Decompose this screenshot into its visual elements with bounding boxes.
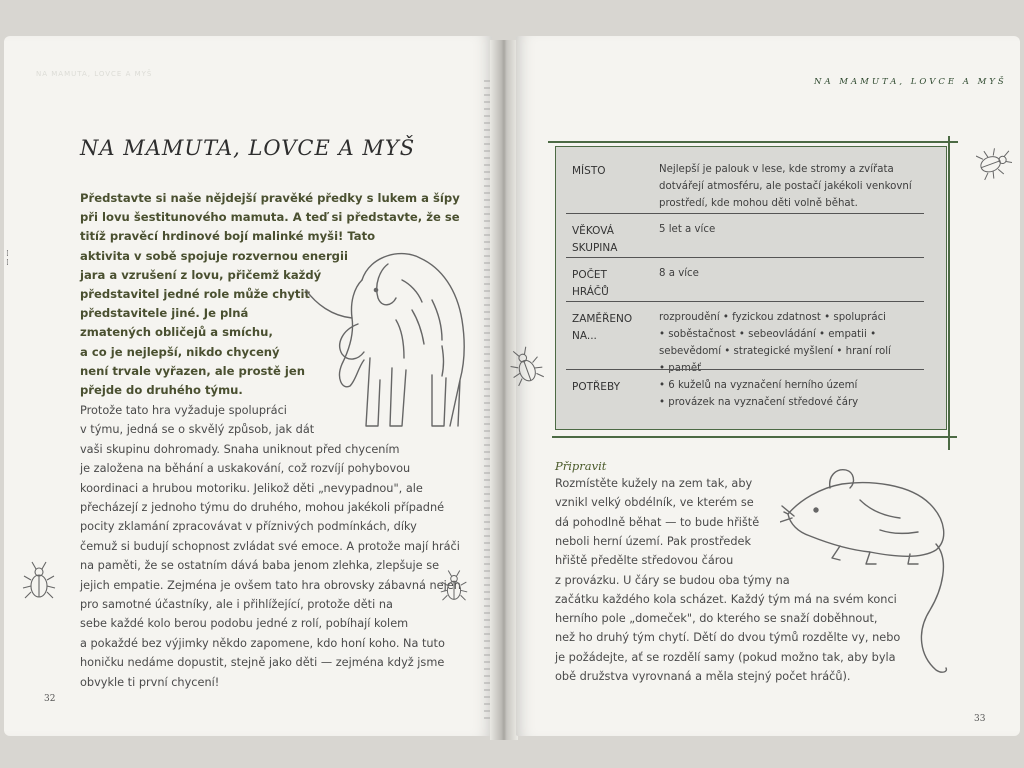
- table-row-value: prostředí, kde mohou děti volně běhat.: [659, 198, 858, 209]
- mammoth-illustration: [292, 240, 482, 440]
- body-line: herního pole „domeček", do kterého se snaží doběhnout,: [555, 612, 878, 626]
- info-table: [555, 146, 947, 430]
- intro-line: představitele jiné. Je plná: [80, 306, 249, 321]
- body-line: je založena na běhání a uskakování, což rozvíjí pohybovou: [80, 462, 411, 476]
- intro-line: představitel jedné role může chytit: [80, 287, 310, 301]
- table-row-value: dotvářejí atmosféru, ale postačí jakékoli venkovní: [659, 181, 912, 192]
- faint-running-head: NA MAMUTA, LOVCE A MYŠ: [36, 70, 153, 78]
- body-line: z provázku. U čáry se budou oba týmy na: [555, 573, 790, 587]
- body-line: je požádejte, ať se rozdělí samy (pokud možno tak, aby byla: [555, 650, 896, 664]
- table-row-value: • provázek na vyznačení středové čáry: [659, 397, 859, 408]
- table-row-value: 5 let a více: [659, 224, 716, 235]
- beetle-icon: [440, 568, 468, 606]
- table-row-label: VĚKOVÁ SKUPINA: [572, 225, 618, 254]
- body-line: čemuž si budují schopnost zvládat své emoce. A protože mají hráči: [80, 539, 460, 553]
- body-line: vznikl velký obdélník, ve kterém se: [555, 496, 754, 510]
- intro-line: při lovu šestitunového mamuta. A teď si představte, že se: [80, 210, 460, 225]
- body-line: hřiště předělte středovou čárou: [555, 554, 734, 568]
- body-line: sebe každé kolo berou podobu jedné z rolí, pobíhají kolem: [80, 617, 409, 631]
- table-row-value: sebevědomí • strategické myšlení • hraní rolí: [659, 346, 891, 357]
- table-row-value: 8 a více: [659, 268, 699, 279]
- body-line: a pokaždé bez výjimky někdo zapomene, kdo honí koho. Na tuto: [80, 636, 445, 650]
- body-line: neboli herní území. Pak prostředek: [555, 534, 752, 548]
- intro-line: přejde do druhého týmu.: [80, 383, 243, 397]
- intro-line: titíž pravěcí hrdinové bojí malinké myši! Tato: [80, 229, 376, 244]
- table-row-value: rozproudění • fyzickou zdatnost • spolupráci: [659, 312, 887, 323]
- intro-line: Představte si naše nějdejší pravěké předky s lukem a šípy: [80, 191, 460, 205]
- table-row-divider: [566, 213, 924, 214]
- body-line: přecházejí z jednoho týmu do druhého, mohou jakékoli případné: [80, 501, 445, 514]
- body-line: jejich empatie. Zejména je ovšem tato hra obrovsky zábavná nejen: [80, 578, 461, 592]
- intro-line: a co je nejlepší, nikdo chycený: [80, 344, 280, 359]
- table-frame-bottom: [552, 436, 957, 438]
- body-line: začátku každého kola scházet. Každý tým má na svém konci: [555, 592, 897, 606]
- prepare-heading: Připravit: [555, 459, 607, 473]
- body-line: pocity zklamání zpracovávat v příznivých podmínkách, díky: [80, 520, 417, 534]
- table-row-divider: [566, 301, 924, 302]
- body-line: Rozmístěte kužely na zem tak, aby: [555, 477, 753, 490]
- table-row-label: POČET HRÁČŮ: [572, 269, 609, 298]
- table-row-label: POTŘEBY: [572, 381, 620, 393]
- page-edge-marks: [484, 80, 490, 720]
- intro-line: není trvale vyřazen, ale prostě jen: [80, 363, 305, 378]
- table-frame-right: [948, 136, 950, 450]
- body-line: koordinaci a hrubou motoriku. Jelikož děti „nevypadnou", ale: [80, 481, 423, 495]
- book-gutter: [490, 40, 518, 740]
- table-row-divider: [566, 257, 924, 258]
- body-line: pro samotné účastníky, ale i přihlížející, protože děti na: [80, 598, 393, 611]
- running-head: NA MAMUTA, LOVCE A MYŠ: [814, 77, 1007, 87]
- body-line: než ho druhý tým chytí. Dětí do dvou týmů rozdělte vy, nebo: [555, 631, 901, 645]
- table-row-value: Nejlepší je palouk v lese, kde stromy a zvířata: [659, 164, 894, 175]
- body-line: vaši skupinu dohromady. Snaha uniknout před chycením: [80, 442, 400, 456]
- intro-line: zmatených obličejů a smíchu,: [80, 325, 273, 340]
- page-title: NA MAMUTA, LOVCE A MYŠ: [80, 136, 416, 160]
- intro-line: jara a vzrušení z lovu, přičemž každý: [80, 267, 322, 282]
- body-line: v týmu, jedná se o skvělý způsob, jak dát: [80, 423, 315, 437]
- body-line: Protože tato hra vyžaduje spolupráci: [80, 404, 287, 417]
- table-row-value: • 6 kuželů na vyznačení herního území: [659, 380, 858, 391]
- table-row-divider: [566, 369, 924, 370]
- page-number-left: 32: [44, 694, 56, 704]
- table-row-label: ZAMĚŘENO NA...: [572, 313, 633, 342]
- body-line: obvykle ti první chycení!: [80, 675, 220, 689]
- table-row-label: MÍSTO: [572, 165, 606, 177]
- table-row-value: • soběstačnost • sebeovládání • empatii •: [659, 329, 877, 340]
- body-line: obě družstva vyrovnaná a měla stejný počet hráčů).: [555, 670, 851, 683]
- beetle-icon: [508, 346, 544, 388]
- body-line: honičku nedáme dopustit, stejně jako děti — zejména když jsme: [80, 656, 445, 670]
- intro-line: aktivita v sobě spojuje rozvernou energii: [80, 248, 348, 263]
- beetle-icon: [22, 560, 56, 604]
- body-line: dá pohodlně běhat — to bude hřiště: [555, 515, 760, 529]
- mouse-illustration: [780, 460, 970, 680]
- beetle-icon: [976, 143, 1012, 183]
- page-number-right: 33: [974, 714, 986, 724]
- body-line: na paměti, že se ostatním dává baba jenom zlehka, zlepšuje se: [80, 559, 440, 573]
- table-frame-top: [548, 141, 958, 143]
- margin-marks: ⁞ ⁞: [6, 249, 9, 268]
